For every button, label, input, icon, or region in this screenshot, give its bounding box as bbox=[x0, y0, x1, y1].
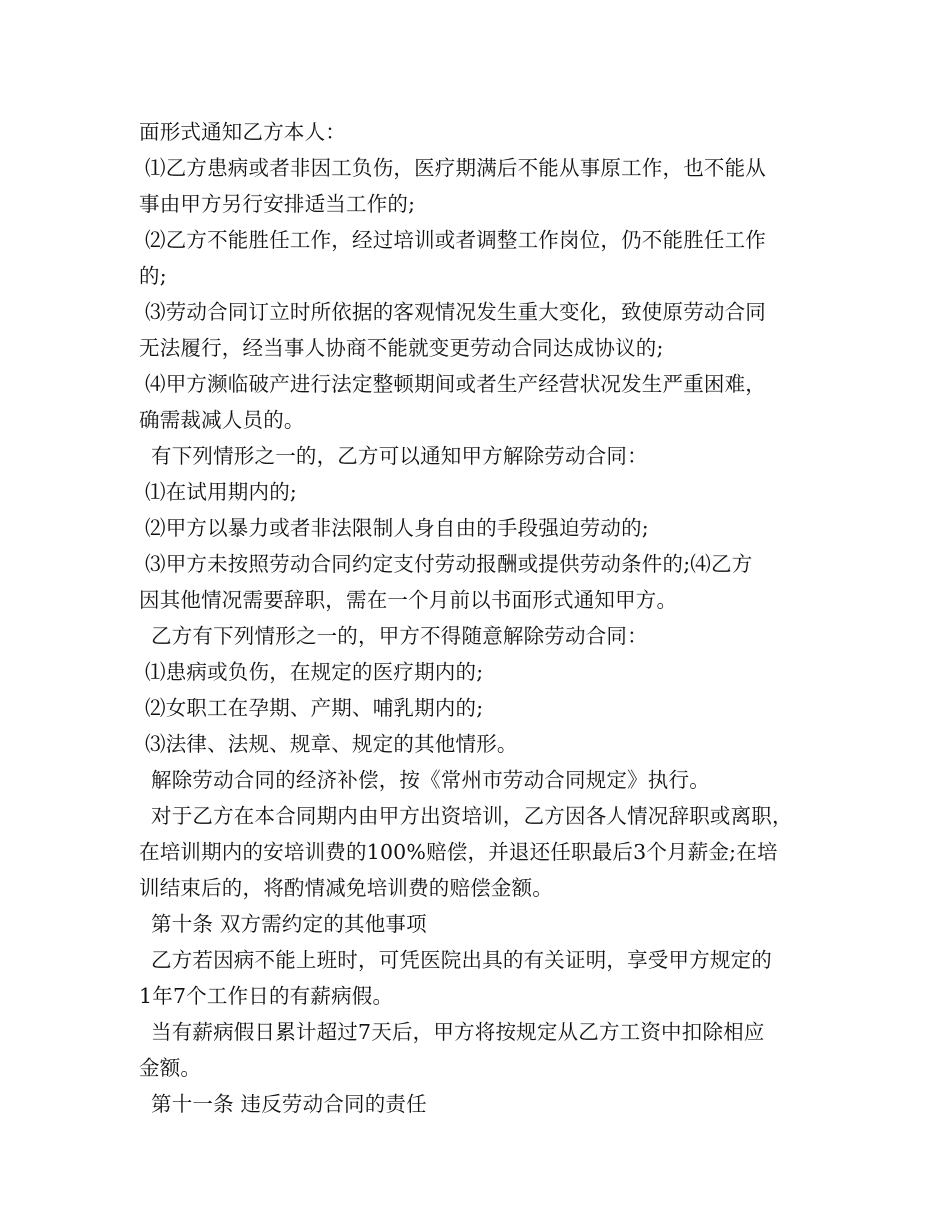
text-line: 对于乙方在本合同期内由甲方出资培训，乙方因各人情况辞职或离职， bbox=[151, 804, 793, 828]
section-heading: 第十条 双方需约定的其他事项 bbox=[151, 912, 427, 936]
text-line: 有下列情形之一的，乙方可以通知甲方解除劳动合同： bbox=[151, 444, 648, 468]
text-line: 训结束后的，将酌情减免培训费的赔偿金额。 bbox=[139, 876, 553, 900]
text-line: 当有薪病假日累计超过7天后，甲方将按规定从乙方工资中扣除相应 bbox=[151, 1020, 765, 1044]
text-line: ⑶劳动合同订立时所依据的客观情况发生重大变化，致使原劳动合同 bbox=[145, 300, 766, 324]
section-heading: 第十一条 违反劳动合同的责任 bbox=[151, 1092, 427, 1116]
text-line: 面形式通知乙方本人： bbox=[139, 120, 346, 144]
text-line: ⑶甲方未按照劳动合同约定支付劳动报酬或提供劳动条件的;⑷乙方 bbox=[145, 552, 753, 576]
text-line: 在培训期内的安培训费的100%赔偿，并退还任职最后3个月薪金;在培 bbox=[139, 840, 778, 864]
text-line: 事由甲方另行安排适当工作的; bbox=[139, 192, 416, 216]
text-line: ⑴患病或负伤，在规定的医疗期内的; bbox=[145, 660, 484, 684]
text-line: ⑵乙方不能胜任工作，经过培训或者调整工作岗位，仍不能胜任工作 bbox=[145, 228, 766, 252]
text-line: 的; bbox=[139, 264, 167, 288]
text-line: ⑴乙方患病或者非因工负伤，医疗期满后不能从事原工作，也不能从 bbox=[145, 156, 766, 180]
text-line: 因其他情况需要辞职，需在一个月前以书面形式通知甲方。 bbox=[139, 588, 678, 612]
text-line: 无法履行，经当事人协商不能就变更劳动合同达成协议的; bbox=[139, 336, 664, 360]
text-line: 金额。 bbox=[139, 1056, 202, 1080]
text-line: ⑷甲方濒临破产进行法定整顿期间或者生产经营状况发生严重困难， bbox=[145, 372, 766, 396]
text-line: 1年7个工作日的有薪病假。 bbox=[139, 984, 394, 1008]
text-line: 确需裁减人员的。 bbox=[139, 408, 305, 432]
text-line: ⑵甲方以暴力或者非法限制人身自由的手段强迫劳动的; bbox=[145, 516, 649, 540]
text-line: ⑵女职工在孕期、产期、哺乳期内的; bbox=[145, 696, 484, 720]
text-line: ⑴在试用期内的; bbox=[145, 480, 298, 504]
text-line: 解除劳动合同的经济补偿，按《常州市劳动合同规定》执行。 bbox=[151, 768, 710, 792]
document-body bbox=[139, 114, 819, 1122]
text-line: 乙方若因病不能上班时，可凭医院出具的有关证明，享受甲方规定的 bbox=[151, 948, 772, 972]
text-line: ⑶法律、法规、规章、规定的其他情形。 bbox=[145, 732, 518, 756]
text-line: 乙方有下列情形之一的，甲方不得随意解除劳动合同： bbox=[151, 624, 648, 648]
